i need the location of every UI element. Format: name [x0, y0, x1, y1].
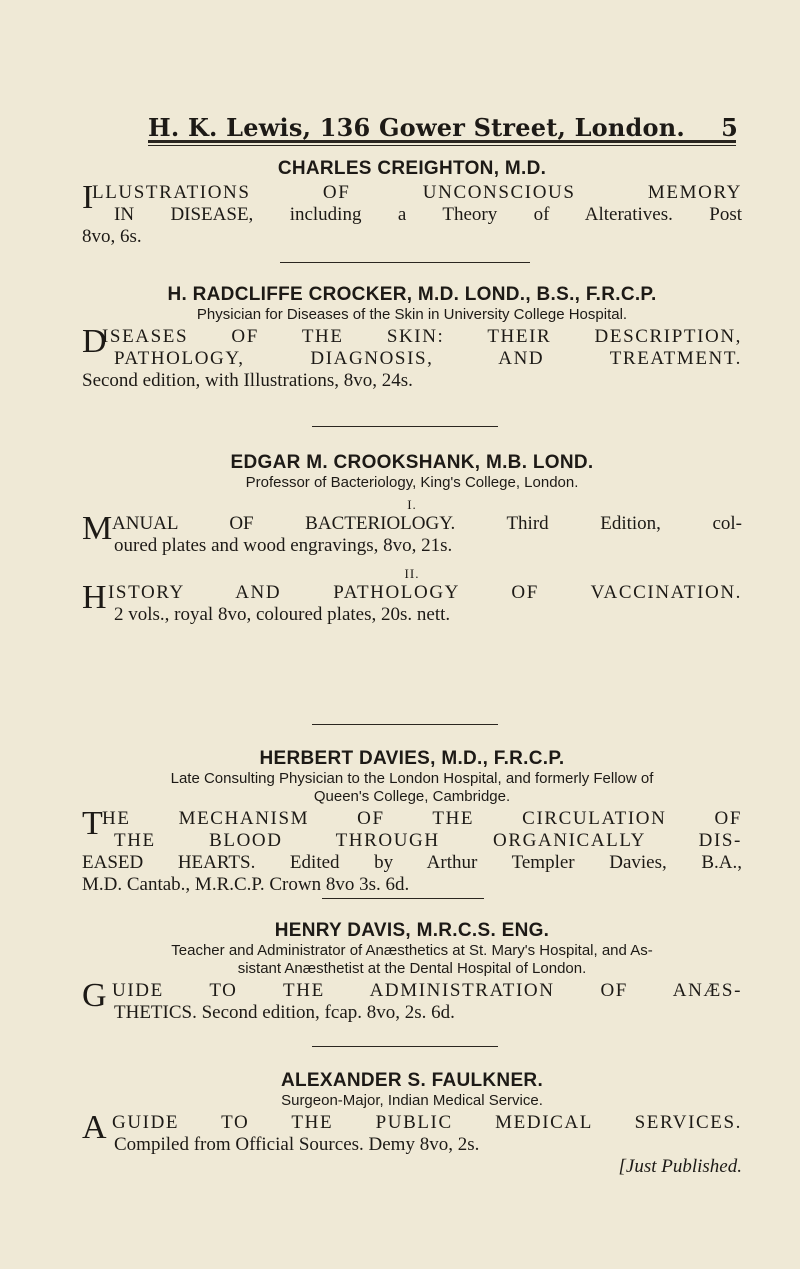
entry-creighton	[82, 158, 742, 248]
book-line: Second edition, with Illustrations, 8vo, 24s.	[82, 370, 413, 391]
drop-cap: H	[82, 579, 107, 616]
author-affiliation-line: sistant Anæsthetist at the Dental Hospital of London.	[237, 960, 587, 977]
author-affiliation-line: Queen's College, Cambridge.	[313, 788, 511, 805]
author-name: ALEXANDER S. FAULKNER.	[280, 1070, 544, 1091]
book-line: oured plates and wood engravings, 8vo, 21s.	[114, 535, 453, 556]
book-listing	[82, 323, 742, 392]
book-line: Compiled from Official Sources. Demy 8vo, 2s.	[114, 1134, 480, 1155]
separator-rule	[312, 426, 498, 427]
publication-note: [Just Published.	[618, 1156, 742, 1177]
author-affiliation: Surgeon-Major, Indian Medical Service.	[281, 1092, 543, 1109]
book-line: ISTORY AND PATHOLOGY OF VACCINATION.	[108, 582, 742, 603]
book-line: M.D. Cantab., M.R.C.P. Crown 8vo 3s. 6d.	[82, 874, 410, 895]
book-line: GUIDE TO THE PUBLIC MEDICAL SERVICES.	[112, 1112, 742, 1133]
book-line: LLUSTRATIONS OF UNCONSCIOUS MEMORY	[92, 182, 742, 203]
entry-faulkner	[82, 1070, 742, 1178]
drop-cap: G	[82, 977, 107, 1014]
volume-numeral: I.	[407, 497, 417, 512]
book-line: UIDE TO THE ADMINISTRATION OF ANÆS-	[112, 980, 742, 1001]
book-line: PATHOLOGY, DIAGNOSIS, AND TREATMENT.	[114, 348, 742, 369]
author-affiliation-line: Late Consulting Physician to the London Hospital, and formerly Fellow of	[170, 770, 654, 787]
book-line: THETICS. Second edition, fcap. 8vo, 2s. 6d.	[114, 1002, 455, 1023]
book-line: 8vo, 6s.	[82, 226, 142, 247]
entry-crocker	[82, 284, 742, 392]
page-number: 5	[721, 113, 738, 142]
author-affiliation-line: Teacher and Administrator of Anæsthetics at St. Mary's Hospital, and As-	[171, 942, 653, 959]
author-affiliation: Professor of Bacteriology, King's College, London.	[245, 474, 579, 491]
running-head-text: H. K. Lewis, 136 Gower Street, London.	[148, 113, 685, 142]
drop-cap: T	[82, 805, 103, 842]
running-head	[148, 113, 738, 142]
entry-davies	[82, 748, 742, 896]
separator-rule	[312, 724, 498, 725]
book-line: ISEASES OF THE SKIN: THEIR DESCRIPTION,	[102, 326, 742, 347]
author-name: EDGAR M. CROOKSHANK, M.B. LOND.	[230, 452, 594, 473]
entry-crookshank	[82, 452, 742, 626]
separator-rule	[280, 262, 530, 263]
book-line: HE MECHANISM OF THE CIRCULATION OF	[102, 808, 742, 829]
book-line: THE BLOOD THROUGH ORGANICALLY DIS-	[114, 830, 742, 851]
book-line: EASED HEARTS. Edited by Arthur Templer Davies, B.A.,	[82, 852, 742, 873]
volume-numeral: II.	[404, 566, 420, 581]
separator-rule	[312, 1046, 498, 1047]
book-line: 2 vols., royal 8vo, coloured plates, 20s. nett.	[114, 604, 451, 625]
book-listing	[82, 579, 742, 626]
entry-davis	[82, 920, 742, 1024]
drop-cap: M	[82, 510, 113, 547]
book-listing	[82, 510, 742, 557]
book-listing	[82, 1109, 742, 1178]
book-listing	[82, 805, 742, 896]
drop-cap: A	[82, 1109, 107, 1146]
book-listing	[82, 179, 742, 248]
header-rule	[148, 140, 736, 146]
author-name: HENRY DAVIS, M.R.C.S. ENG.	[274, 920, 550, 941]
book-line: ANUAL OF BACTERIOLOGY. Third Edition, col-	[112, 513, 742, 534]
book-line: IN DISEASE, including a Theory of Alteratives. Post	[114, 204, 742, 225]
drop-cap: I	[82, 179, 94, 216]
author-name: H. RADCLIFFE CROCKER, M.D. LOND., B.S., F.R.C.P.	[167, 284, 657, 305]
author-affiliation: Physician for Diseases of the Skin in University College Hospital.	[196, 306, 628, 323]
book-listing	[82, 977, 742, 1024]
separator-rule	[322, 898, 484, 899]
author-name: CHARLES CREIGHTON, M.D.	[277, 158, 547, 179]
drop-cap: D	[82, 323, 107, 360]
author-name: HERBERT DAVIES, M.D., F.R.C.P.	[259, 748, 565, 769]
